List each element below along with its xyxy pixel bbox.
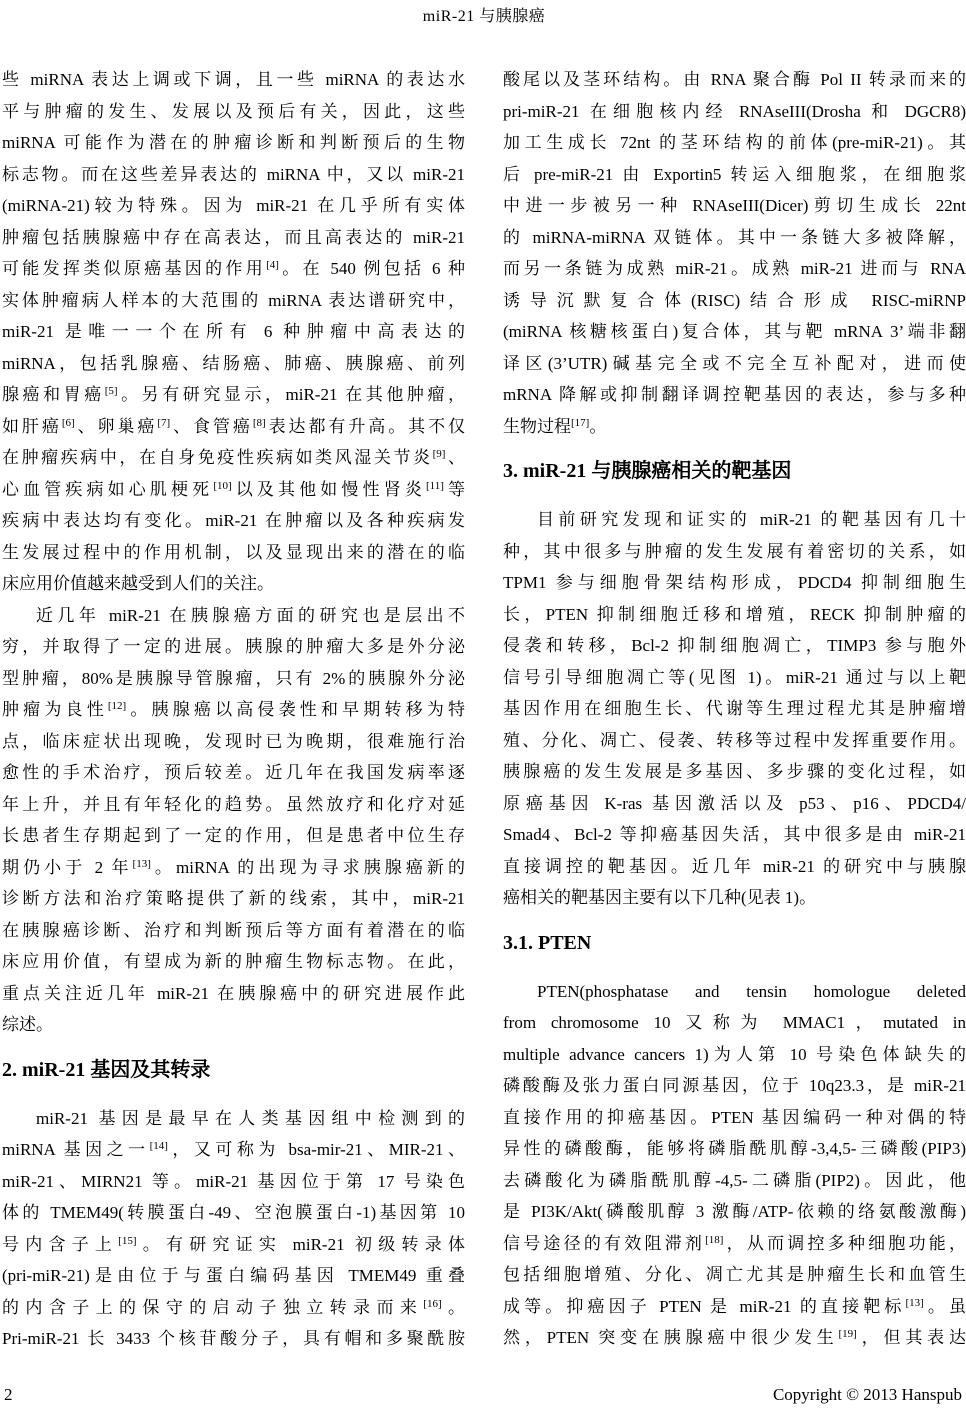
text-line: 腺癌和胃癌[5]。另有研究显示，miR-21 在其他肿瘤， xyxy=(2,385,466,404)
paragraph xyxy=(503,504,966,914)
text-line: (pri-miR-21)是由位于与蛋白编码基因 TMEM49 重叠 xyxy=(2,1266,465,1285)
text-line: 愈性的手术治疗，预后较差。近几年在我国发病率逐 xyxy=(2,763,465,782)
text-line: 是 PI3K/Akt(磷酸肌醇 3 激酶/ATP-依赖的络氨酸激酶) xyxy=(503,1202,966,1221)
reference-superscript: [8] xyxy=(252,416,266,429)
section-heading: 2. miR-21 基因及其转录 xyxy=(2,1058,211,1081)
reference-superscript: [10] xyxy=(213,479,232,492)
text-line: 平与肿瘤的发生、发展以及预后有关，因此，这些 xyxy=(2,101,465,121)
text-line: 可能发挥类似原癌基因的作用[4]。在 540 例包括 6 种 xyxy=(2,259,466,278)
text-line: 加工生成长 72nt 的茎环结构的前体(pre-miR-21)。其 xyxy=(503,133,966,152)
text-line: 点，临床症状出现晚，发现时已为晚期，很难施行治 xyxy=(2,731,465,751)
text-line: (miRNA-21)较为特殊。因为 miR-21 在几乎所有实体 xyxy=(2,196,465,215)
text-line: 实体肿瘤病人样本的大范围的 miRNA 表达谱研究中， xyxy=(2,290,465,310)
text-line: 综述。 xyxy=(2,1015,53,1034)
paragraph xyxy=(503,64,966,442)
text-line: miR-21 是唯一一个在所有 6 种肿瘤中高表达的 xyxy=(2,322,465,341)
reference-superscript: [16] xyxy=(423,1297,442,1310)
page-number: 2 xyxy=(4,1385,13,1404)
text-line: Pri-miR-21 长 3433 个核苷酸分子，具有帽和多聚酰胺 xyxy=(2,1329,465,1348)
text-line: 译区(3’UTR)碱基完全或不完全互补配对，进而使 xyxy=(503,353,966,373)
reference-superscript: [18] xyxy=(705,1233,724,1246)
two-column-body xyxy=(2,64,966,1355)
text-line: 肿瘤包括胰腺癌中存在高表达，而且高表达的 miR-21 xyxy=(2,227,465,247)
text-line: miR-21 基因是最早在人类基因组中检测到的 xyxy=(36,1108,465,1128)
reference-superscript: [6] xyxy=(61,416,75,429)
text-line: 直接作用的抑癌基因。PTEN 基因编码一种对偶的特 xyxy=(503,1107,966,1127)
text-line: 信号引导细胞凋亡等(见图 1)。miR-21 通过与以上靶 xyxy=(503,667,966,687)
reference-superscript: [17] xyxy=(571,416,590,429)
text-line: 直接调控的靶基因。近几年 miR-21 的研究中与胰腺 xyxy=(503,856,966,876)
text-line: 癌相关的靶基因主要有以下几种(见表 1)。 xyxy=(503,888,817,907)
paragraph xyxy=(2,1103,465,1355)
text-line: 肿瘤为良性[12]。胰腺癌以高侵袭性和早期转移为特 xyxy=(2,700,465,719)
text-line: 标志物。而在这些差异表达的 miRNA 中，又以 miR-21 xyxy=(2,164,465,184)
text-line: 成等。抑癌因子 PTEN 是 miR-21 的直接靶标[13]。虽 xyxy=(503,1296,966,1316)
text-line: miRNA，包括乳腺癌、结肠癌、肺癌、胰腺癌、前列 xyxy=(2,353,465,373)
reference-superscript: [19] xyxy=(838,1328,857,1340)
text-line: 侵袭和转移，Bcl-2 抑制细胞凋亡，TIMP3 参与胞外 xyxy=(503,636,966,655)
text-line: (miRNA 核糖核蛋白)复合体，其与靶 mRNA 3’端非翻 xyxy=(503,322,966,341)
text-line: from chromosome 10 又称为 MMAC1，mutated in xyxy=(503,1013,966,1032)
left-column xyxy=(2,64,465,1355)
text-line: 如肝癌[6]、卵巢癌[7]、食管癌[8]表达都有升高。其不仅 xyxy=(2,416,466,436)
text-line: 酸尾以及茎环结构。由 RNA 聚合酶 Pol II 转录而来的 xyxy=(503,70,966,89)
text-line: 长患者生存期起到了一定的作用，但是患者中位生存 xyxy=(2,826,465,845)
text-line: 年上升，并且有年轻化的趋势。虽然放疗和化疗对延 xyxy=(2,794,465,814)
text-line: 重点关注近几年 miR-21 在胰腺癌中的研究进展作此 xyxy=(2,983,465,1003)
text-line: multiple advance cancers 1)为人第 10 号染色体缺失的 xyxy=(503,1044,966,1064)
text-line: 原癌基因 K-ras 基因激活以及 p53、p16、PDCD4/ xyxy=(503,793,966,813)
reference-superscript: [4] xyxy=(266,259,279,271)
text-line: 型肿瘤，80%是胰腺导管腺瘤，只有 2%的胰腺外分泌 xyxy=(2,668,465,688)
text-line: 包括细胞增殖、分化、凋亡尤其是肿瘤生长和血管生 xyxy=(503,1265,966,1284)
text-line: 种，其中很多与肿瘤的发生发展有着密切的关系，如 xyxy=(503,541,966,561)
text-line: 近几年 miR-21 在胰腺癌方面的研究也是层出不 xyxy=(36,605,465,625)
text-line: 诊断方法和治疗策略提供了新的线索，其中，miR-21 xyxy=(2,889,465,908)
text-line: 些 miRNA 表达上调或下调，且一些 miRNA 的表达水 xyxy=(2,70,465,89)
reference-superscript: [13] xyxy=(132,857,151,870)
reference-superscript: [11] xyxy=(425,479,444,492)
text-line: PTEN(phosphatase and tensin homologue deleted xyxy=(537,981,966,1001)
text-line: pri-miR-21 在细胞核内经 RNAseIII(Drosha 和 DGCR8) xyxy=(503,101,966,121)
right-column xyxy=(503,64,966,1355)
text-line: TPM1 参与细胞骨架结构形成，PDCD4 抑制细胞生 xyxy=(503,573,966,592)
reference-superscript: [12] xyxy=(107,700,127,712)
text-line: 去磷酸化为磷脂酰肌醇-4,5-二磷脂(PIP2)。因此，他 xyxy=(503,1170,966,1190)
paragraph xyxy=(2,64,465,600)
text-line: 生发展过程中的作用机制，以及显现出来的潜在的临 xyxy=(2,542,465,562)
reference-superscript: [15] xyxy=(118,1234,137,1247)
text-line: 床应用价值越来越受到人们的关注。 xyxy=(2,574,274,593)
text-line: 在肿瘤疾病中，在自身免疫性疾病如类风湿关节炎[9]、 xyxy=(2,448,466,467)
reference-superscript: [14] xyxy=(149,1140,168,1152)
text-line: 床应用价值，有望成为新的肿瘤生物标志物。在此， xyxy=(2,952,465,971)
text-line: 然，PTEN 突变在胰腺癌中很少发生[19]，但其表达 xyxy=(503,1328,966,1347)
text-line: 胰腺癌的发生发展是多基因、多步骤的变化过程，如 xyxy=(503,762,966,781)
text-line: 体的 TMEM49(转膜蛋白-49、空泡膜蛋白-1)基因第 10 xyxy=(2,1203,465,1222)
reference-superscript: [5] xyxy=(104,385,118,397)
text-line: 生物过程[17]。 xyxy=(503,416,607,436)
text-line: 号内含子上[15]。有研究证实 miR-21 初级转录体 xyxy=(2,1234,465,1254)
text-line: 的 miRNA-miRNA 双链体。其中一条链大多被降解， xyxy=(503,227,966,247)
text-line: Smad4、Bcl-2 等抑癌基因失活，其中很多是由 miR-21 xyxy=(503,825,966,844)
reference-superscript: [7] xyxy=(157,416,171,429)
copyright-notice: Copyright © 2013 Hanspub xyxy=(772,1385,962,1404)
text-line: 信号途径的有效阻滞剂[18]，从而调控多种细胞功能， xyxy=(503,1233,966,1253)
text-line: 中进一步被另一种 RNAseIII(Dicer)剪切生成长 22nt xyxy=(503,196,966,215)
text-line: 疾病中表达均有变化。miR-21 在肿瘤以及各种疾病发 xyxy=(2,511,465,530)
text-line: mRNA 降解或抑制翻译调控靶基因的表达，参与多种 xyxy=(503,385,966,404)
section-heading: 3. miR-21 与胰腺癌相关的靶基因 xyxy=(503,460,792,482)
text-line: miR-21、MIRN21 等。miR-21 基因位于第 17 号染色 xyxy=(2,1171,465,1191)
text-line: miRNA 可能作为潜在的肿瘤诊断和判断预后的生物 xyxy=(2,133,465,152)
text-line: 而另一条链为成熟 miR-21。成熟 miR-21 进而与 RNA xyxy=(503,259,966,278)
text-line: 在胰腺癌诊断、治疗和判断预后等方面有着潜在的临 xyxy=(2,920,465,940)
text-line: 异性的磷酸酶，能够将磷脂酰肌醇-3,4,5-三磷酸(PIP3) xyxy=(503,1139,966,1158)
section-heading: 3.1. PTEN xyxy=(503,931,592,954)
text-line: 心血管疾病如心肌梗死[10]以及其他如慢性肾炎[11]等 xyxy=(2,479,466,499)
page-footer xyxy=(4,1384,962,1406)
text-line: 穷，并取得了一定的进展。胰腺的肿瘤大多是外分泌 xyxy=(2,637,465,656)
paragraph xyxy=(503,976,966,1354)
text-line: 的内含子上的保守的启动子独立转录而来[16]。 xyxy=(2,1297,466,1317)
text-line: 诱导沉默复合体(RISC)结合形成 RISC-miRNP xyxy=(503,290,966,310)
text-line: 长，PTEN 抑制细胞迁移和增殖，RECK 抑制肿瘤的 xyxy=(503,604,966,624)
running-head-title: miR-21 与胰腺癌 xyxy=(422,8,546,25)
text-line: 后 pre-miR-21 由 Exportin5 转运入细胞浆，在细胞浆 xyxy=(503,164,966,184)
reference-superscript: [9] xyxy=(432,448,446,460)
reference-superscript: [13] xyxy=(905,1296,924,1309)
text-line: 期仍小于 2 年[13]。miRNA 的出现为寻求胰腺癌新的 xyxy=(2,857,465,877)
text-line: 磷酸酶及张力蛋白同源基因，位于 10q23.3，是 miR-21 xyxy=(503,1076,966,1095)
text-line: 基因作用在细胞生长、代谢等生理过程尤其是肿瘤增 xyxy=(503,699,966,718)
paragraph xyxy=(2,600,465,1041)
text-line: miRNA 基因之一[14]，又可称为 bsa-mir-21、MIR-21、 xyxy=(2,1140,465,1159)
text-line: 殖、分化、凋亡、侵袭、转移等过程中发挥重要作用。 xyxy=(503,730,966,750)
text-line: 目前研究发现和证实的 miR-21 的靶基因有几十 xyxy=(537,510,966,529)
